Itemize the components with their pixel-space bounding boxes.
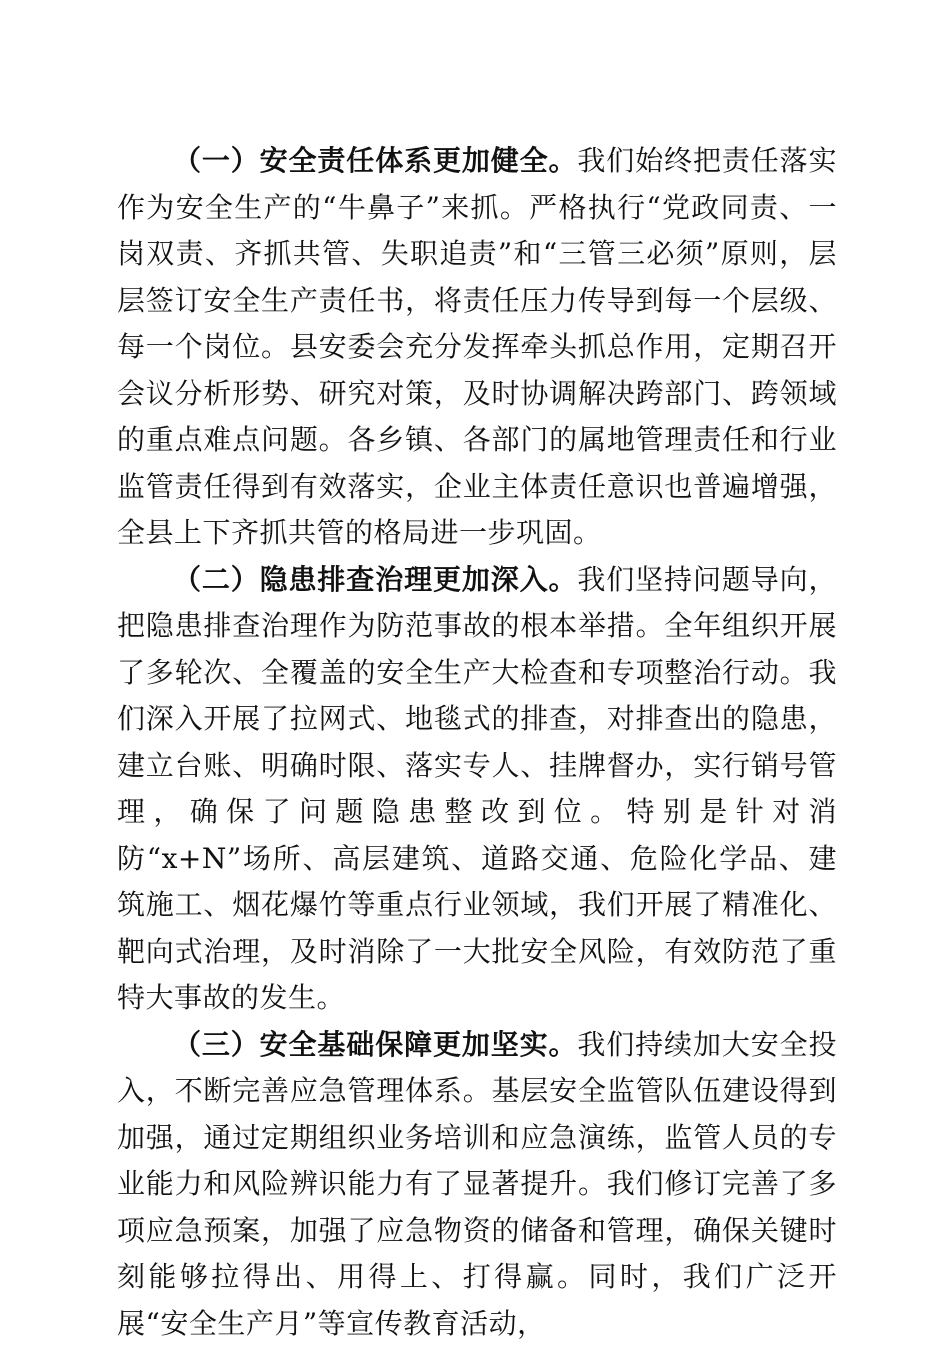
paragraph-safety-responsibility [117,138,837,557]
document-body [117,138,837,1347]
paragraph-heading: （三）安全基础保障更加坚实。 [173,1028,577,1061]
paragraph-heading: （一）安全责任体系更加健全。 [173,144,577,177]
paragraph-hazard-inspection [117,557,837,1022]
paragraph-text: 我们坚持问题导向，把隐患排查治理作为防范事故的根本举措。全年组织开展了多轮次、全覆盖的安全生产大检查和专项整治行动。我们深入开展了拉网式、地毯式的排查，对排查出的隐患，建立台账、明确时限、落实专人、挂牌督办，实行销号管理，确保了问题隐患整改到位。特别是针对消防“x+N”场所、高层建筑、道路交通、危险化学品、建筑施工、烟花爆竹等重点行业领域，我们开展了精准化、靶向式治理，及时消除了一大批安全风险，有效防范了重特大事故的发生。 [117,563,837,1015]
paragraph-safety-foundation [117,1022,837,1347]
paragraph-heading: （二）隐患排查治理更加深入。 [173,563,577,596]
paragraph-text: 我们始终把责任落实作为安全生产的“牛鼻子”来抓。严格执行“党政同责、一岗双责、齐抓共管、失职追责”和“三管三必须”原则，层层签订安全生产责任书，将责任压力传导到每一个层级、每一个岗位。县安委会充分发挥牵头抓总作用，定期召开会议分析形势、研究对策，及时协调解决跨部门、跨领域的重点难点问题。各乡镇、各部门的属地管理责任和行业监管责任得到有效落实，企业主体责任意识也普遍增强，全县上下齐抓共管的格局进一步巩固。 [117,144,837,549]
paragraph-text: 我们持续加大安全投入，不断完善应急管理体系。基层安全监管队伍建设得到加强，通过定期组织业务培训和应急演练，监管人员的专业能力和风险辨识能力有了显著提升。我们修订完善了多项应急预案，加强了应急物资的储备和管理，确保关键时刻能够拉得出、用得上、打得赢。同时，我们广泛开展“安全生产月”等宣传教育活动， [117,1028,837,1340]
